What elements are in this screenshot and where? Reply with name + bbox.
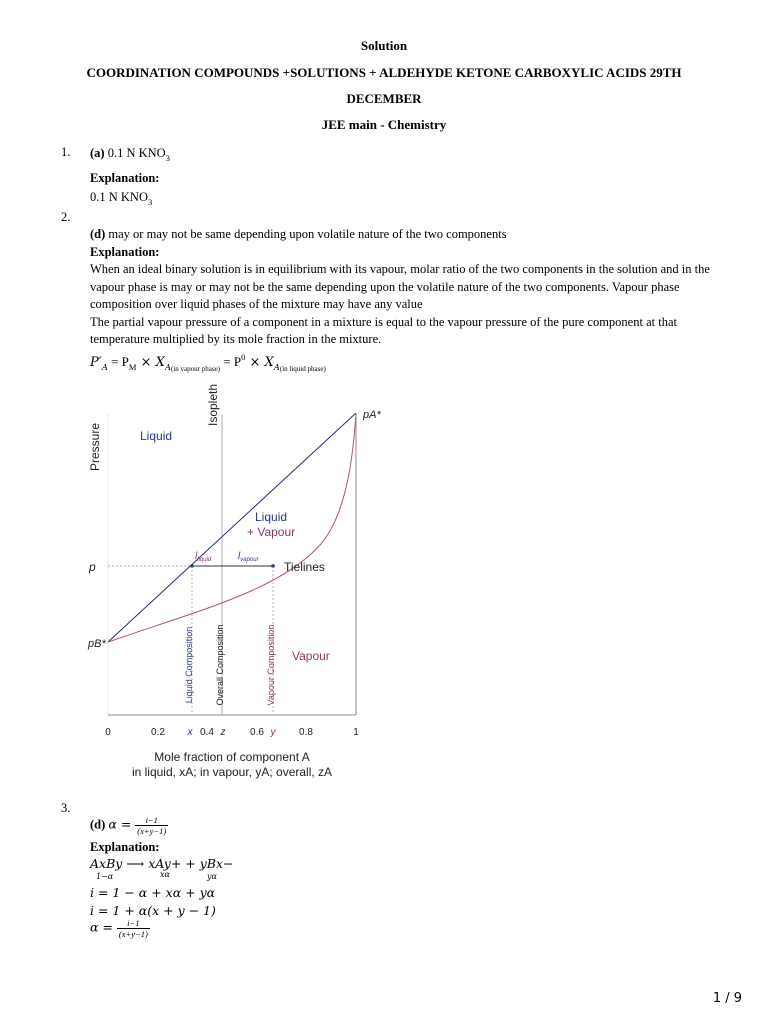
overall-composition-label: Overall Composition <box>215 624 225 706</box>
vapour-composition-label: Vapour Composition <box>266 624 276 706</box>
x-tick: 0.4 <box>200 727 214 738</box>
liquid-vapour-label-1: Liquid <box>255 510 288 524</box>
l-vapour-label: $l_{vapour}$ <box>238 551 259 563</box>
x-tick: 0.6 <box>250 727 264 738</box>
x-tick: 0.8 <box>299 727 313 738</box>
liquid-vapour-label-2: + Vapour <box>247 525 296 539</box>
liquid-region-label: Liquid <box>140 429 173 443</box>
x-tick: 1 <box>353 727 359 738</box>
doc-subtitle-line2: DECEMBER <box>346 91 422 106</box>
explanation-label: Explanation: <box>90 244 160 259</box>
p-label: p <box>89 560 96 574</box>
vapour-region-label: Vapour <box>292 649 330 663</box>
x-tick-za: z <box>220 727 226 738</box>
alpha-result: α = $\frac{i-1}{(x+y-1)}$ <box>90 918 148 939</box>
liquid-line <box>108 413 356 642</box>
vapour-pressure-formula: $P'_A = P_M \times X_{A(in vapour phase)} = P^0 \times X_{A(in liquid phase)}$ <box>90 352 326 373</box>
liquid-composition-label: Liquid Composition <box>184 626 194 704</box>
isopleth-label: Isopleth <box>206 383 220 427</box>
doc-subtitle-line1: COORDINATION COMPOUNDS +SOLUTIONS + ALDEHYDE KETONE CARBOXYLIC ACIDS 29TH <box>86 65 682 80</box>
x-axis-title-1: Mole fraction of component A <box>154 750 310 764</box>
vant-hoff-line-1: i = 1 − α + xα + yα <box>90 885 216 900</box>
explanation-para-2: The partial vapour pressure of a component in a mixture is equal to the vapour pressure of the pure component at that temperature multiplied by its mole fraction in the mixture. <box>90 314 677 346</box>
pa-star-label: pA* <box>363 409 381 421</box>
reaction-under-left: 1−α <box>96 872 114 881</box>
question-1-answer <box>90 145 730 168</box>
explanation-para-1: When an ideal binary solution is in equilibrium with its vapour, molar ratio of the two components in the solution and in the vapour phase is may or may not be the same depending upon the volatile nature of the two components. Vapour phase composition over liquid phases of the mixture may have any value <box>90 262 710 311</box>
x-axis-title-2: in liquid, xA; in vapour, yA; overall, zA <box>131 765 333 779</box>
doc-title: Solution <box>360 38 408 53</box>
doc-exam: JEE main - Chemistry <box>321 117 447 132</box>
question-1 <box>90 145 730 212</box>
question-2-number: 2. <box>61 210 71 224</box>
vant-hoff-line-2: i = 1 + α(x + y − 1) <box>90 903 216 918</box>
question-3-number: 3. <box>61 801 71 815</box>
reaction-under-right: yα <box>207 872 217 881</box>
page-number: 1 / 9 <box>712 991 742 1006</box>
question-1-number: 1. <box>61 145 71 159</box>
option-label: (a) <box>90 146 105 160</box>
answer-text: 0.1 N KNO <box>107 146 166 160</box>
question-2-answer: (d) may or may not be same depending upon volatile nature of the two components <box>90 227 507 241</box>
pb-star-label: pB* <box>88 638 106 650</box>
x-tick-xa: x <box>187 727 193 738</box>
question-2 <box>90 226 720 349</box>
x-tick: 0.2 <box>151 727 165 738</box>
dissociation-reaction: AxBy ⟶ xAy+ + yBx− <box>90 856 234 871</box>
x-tick-ya: y <box>270 727 276 738</box>
question-3-answer: (d) α = $\frac{i-1}{(x+y-1)}$ <box>90 815 167 836</box>
explanation-label: Explanation: <box>90 170 160 185</box>
y-axis-label: Pressure <box>88 422 102 472</box>
reaction-under-mid: xα <box>160 870 170 879</box>
tielines-label: Tielines <box>284 560 325 574</box>
explanation-label: Explanation: <box>90 840 160 854</box>
explanation-text: 0.1 N $KNO_3$ <box>90 190 153 207</box>
phase-diagram <box>80 375 400 785</box>
x-tick: 0 <box>105 727 111 738</box>
l-liquid-label: $l_{liquid}$ <box>195 551 212 563</box>
answer-subscript: 3 <box>165 153 170 163</box>
